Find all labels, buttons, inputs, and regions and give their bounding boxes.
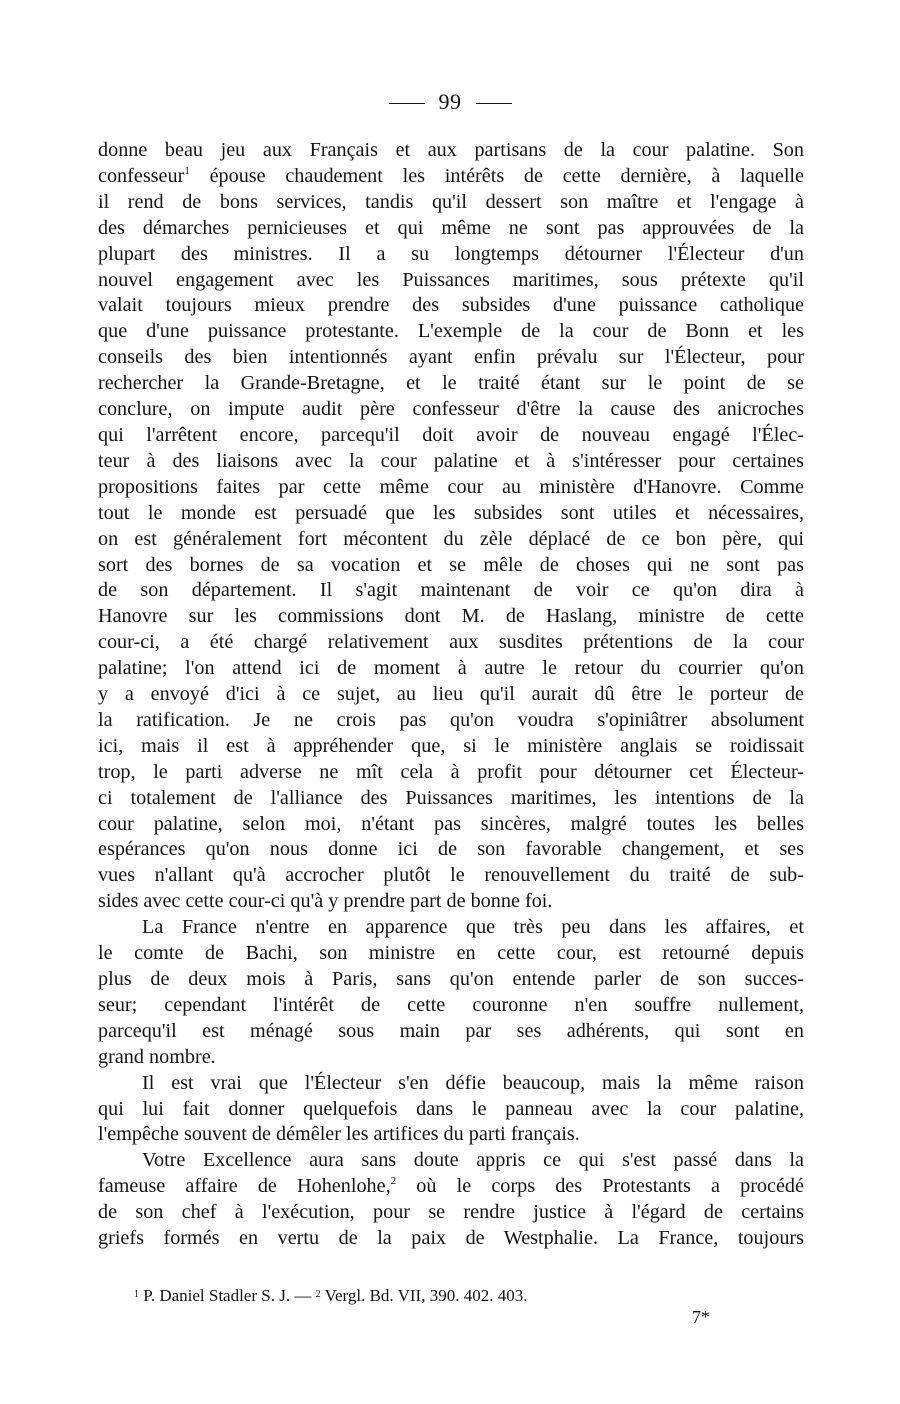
text-line: il rend de bons services, tandis qu'il dessert son maître et l'engage à [98, 190, 804, 213]
footnote-ref-1: 1 [184, 164, 190, 177]
text-line: trop, le parti adverse ne mît cela à profit pour détourner cet Électeur- [98, 760, 804, 783]
text-line: qui l'arrêtent encore, parcequ'il doit avoir de nouveau engagé l'Élec- [98, 423, 804, 446]
text-line: tout le monde est persuadé que les subsides sont utiles et nécessaires, [98, 501, 804, 524]
text-line [98, 164, 804, 190]
header-rule-left [389, 103, 425, 104]
text-line: cour palatine, selon moi, n'étant pas sincères, malgré toutes les belles [98, 812, 804, 835]
text-line: y a envoyé d'ici à ce sujet, au lieu qu'il aurait dû être le porteur de [98, 683, 804, 706]
text-line: conseils des bien intentionnés ayant enfin prévalu sur l'Électeur, pour [98, 346, 804, 369]
text-line: sort des bornes de sa vocation et se mêle de choses qui ne sont pas [98, 553, 804, 576]
footnote-mark-1: 1 [134, 1289, 139, 1300]
text-line: sides avec cette cour-ci qu'à y prendre part de bonne foi. [98, 890, 553, 913]
text-line-rest: où le corps des Protestants a procédé [396, 1175, 804, 1198]
paragraph-2 [98, 915, 804, 1070]
text-line: l'empêche souvent de démêler les artifices du parti français. [98, 1123, 580, 1146]
text-line: des démarches pernicieuses et qui même ne sont pas approuvées de la [98, 216, 804, 239]
text-line: espérances qu'on nous donne ici de son favorable changement, et ses [98, 838, 804, 861]
text-line-rest: épouse chaudement les intérêts de cette dernière, à laquelle [209, 164, 804, 187]
text-line: plupart des ministres. Il a su longtemps détourner l'Électeur d'un [98, 242, 804, 265]
footnote-2: Vergl. Bd. VII, 390. 402. 403. [324, 1286, 528, 1305]
confesseur-word: confesseur [98, 164, 185, 187]
text-line: valait toujours mieux prendre des subsides d'une puissance catholique [98, 294, 804, 317]
text-line: donne beau jeu aux Français et aux partisans de la cour palatine. Son [98, 139, 804, 161]
text-line: propositions faites par cette même cour au ministère d'Hanovre. Comme [98, 475, 804, 498]
text-line: seur; cependant l'intérêt de cette couronne n'en souffre nullement, [98, 993, 804, 1016]
text-line: ici, mais il est à appréhender que, si le ministère anglais se roidissait [98, 734, 804, 757]
text-line: de son chef à l'exécution, pour se rendre justice à l'égard de certains [98, 1201, 804, 1224]
text-line: la ratification. Je ne crois pas qu'on voudra s'opiniâtrer absolument [98, 708, 804, 731]
text-line: vues n'allant qu'à accrocher plutôt le renouvellement du traité de sub- [98, 864, 804, 887]
page-number: 99 [438, 89, 462, 114]
paragraph-3 [98, 1071, 804, 1149]
text-line: rechercher la Grande-Bretagne, et le traité étant sur le point de se [98, 372, 804, 395]
text-line: qui lui fait donner quelquefois dans le panneau avec la cour palatine, [98, 1097, 804, 1120]
paragraph-4 [98, 1148, 804, 1252]
text-line-start: fameuse affaire de Hohenlohe, [98, 1175, 391, 1198]
footnotes [134, 1284, 527, 1307]
body-text [98, 138, 804, 1252]
text-line: on est généralement fort mécontent du zèle déplacé de ce bon père, qui [98, 527, 804, 550]
page-header [0, 88, 900, 116]
footnote-ref-2: 2 [390, 1175, 397, 1188]
text-line: le comte de Bachi, son ministre en cette cour, est retourné depuis [98, 942, 804, 965]
text-line: que d'une puissance protestante. L'exemple de la cour de Bonn et les [98, 320, 804, 343]
text-line [98, 1174, 804, 1200]
text-line: grand nombre. [98, 1045, 216, 1068]
text-line: plus de deux mois à Paris, sans qu'on entende parler de son succes- [98, 968, 804, 990]
text-line: Il est vrai que l'Électeur s'en défie beaucoup, mais la même raison [142, 1071, 804, 1094]
text-line: Votre Excellence aura sans doute appris ce qui s'est passé dans la [142, 1149, 804, 1172]
footnote-mark-2: 2 [315, 1289, 321, 1300]
header-rule-right [476, 103, 512, 104]
footnote-1: P. Daniel Stadler S. J. — [143, 1286, 316, 1305]
text-line: parcequ'il est ménagé sous main par ses adhérents, qui sont en [98, 1019, 804, 1042]
text-line: nouvel engagement avec les Puissances maritimes, sous prétexte qu'il [98, 268, 804, 291]
text-line: Hanovre sur les commissions dont M. de Haslang, ministre de cette [98, 605, 804, 628]
paragraph-1 [98, 138, 804, 915]
text-line: griefs formés en vertu de la paix de Westphalie. La France, toujours [98, 1227, 804, 1250]
text-line: de son département. Il s'agit maintenant de voir ce qu'on dira à [98, 579, 804, 602]
signature-mark: 7* [692, 1307, 710, 1327]
text-line: conclure, on impute audit père confesseur d'être la cause des anicroches [98, 398, 804, 421]
text-line: ci totalement de l'alliance des Puissances maritimes, les intentions de la [98, 786, 804, 809]
text-line: teur à des liaisons avec la cour palatine et à s'intéresser pour certaines [98, 449, 804, 472]
text-line: cour-ci, a été chargé relativement aux susdites prétentions de la cour [98, 631, 804, 654]
text-line: La France n'entre en apparence que très peu dans les affaires, et [142, 916, 804, 939]
text-line: palatine; l'on attend ici de moment à autre le retour du courrier qu'on [98, 657, 804, 680]
